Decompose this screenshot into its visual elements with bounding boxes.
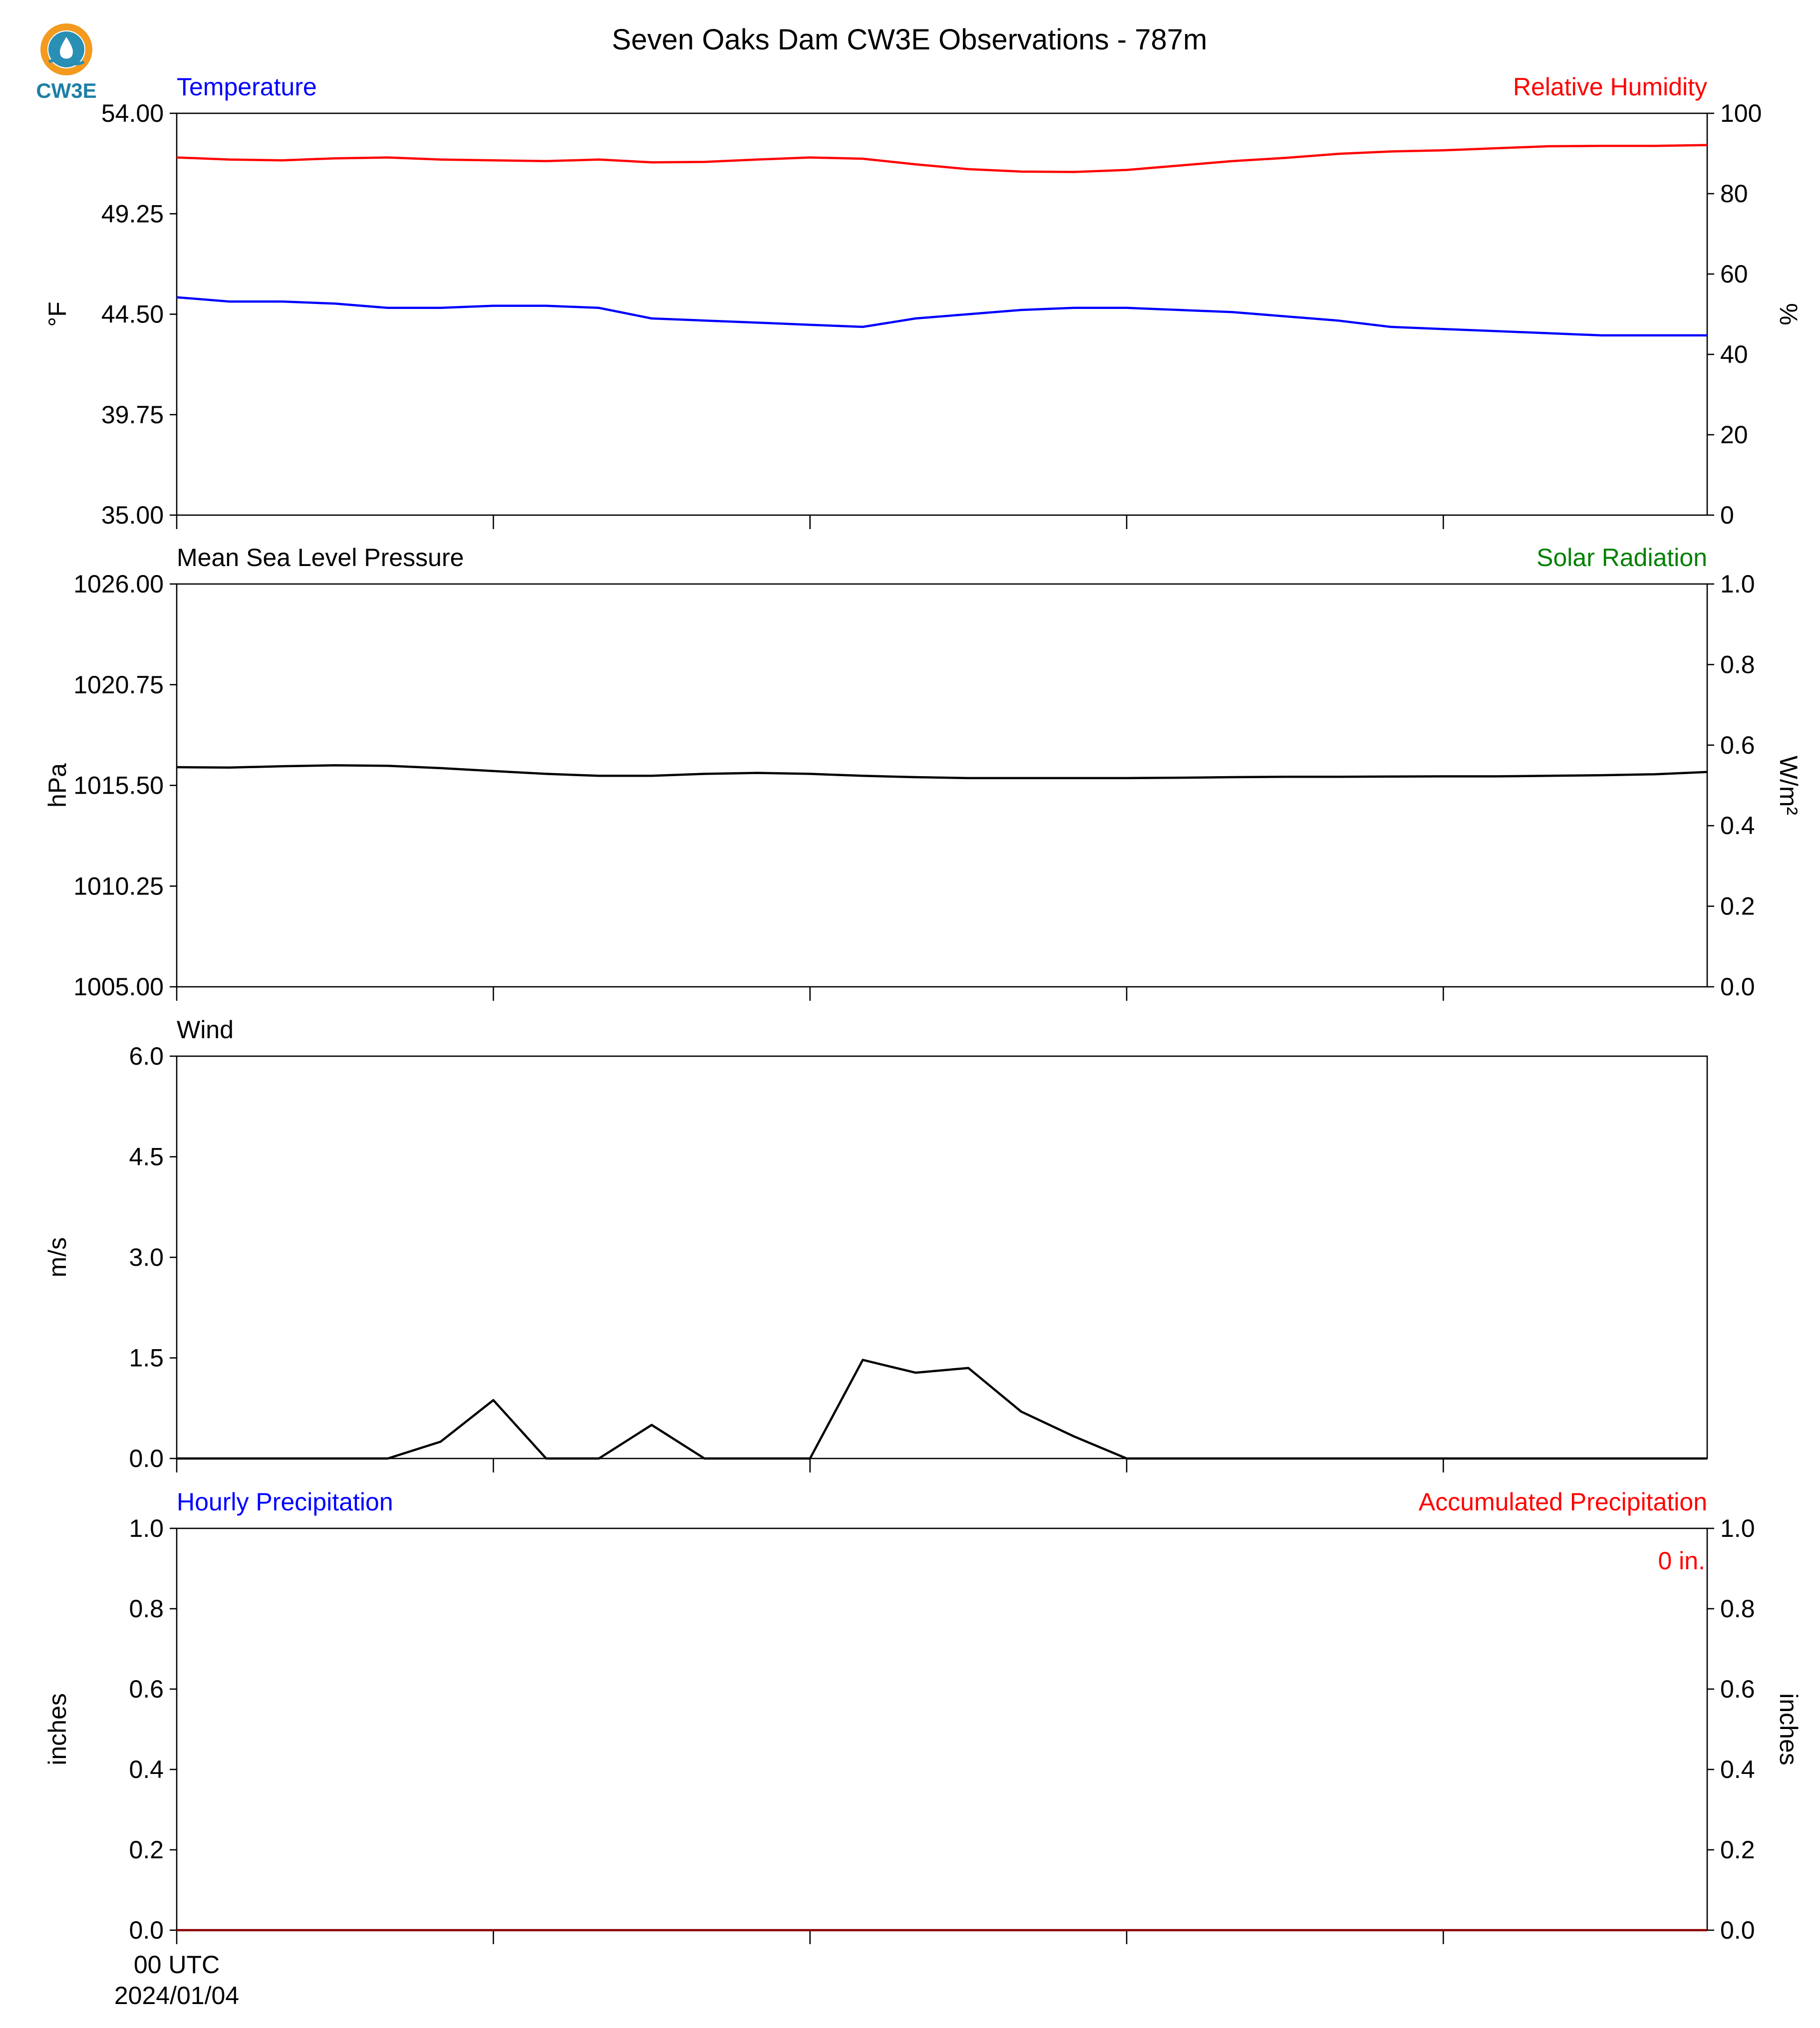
y-tick-label-left: 35.00	[101, 501, 164, 529]
y-tick-label-left: 6.0	[129, 1042, 164, 1070]
y-tick-label-left: 1.5	[129, 1344, 164, 1372]
y-tick-label-right: 0.2	[1720, 892, 1755, 920]
plot-frame	[177, 113, 1707, 515]
series-line-temperature	[177, 297, 1707, 335]
y-tick-label-left: 1010.25	[73, 872, 164, 900]
y-tick-label-right: 60	[1720, 260, 1748, 288]
y-tick-label-right: 0.2	[1720, 1836, 1755, 1864]
y-tick-label-left: 1026.00	[73, 570, 164, 598]
y-tick-label-left: 0.8	[129, 1595, 164, 1623]
panel-title-left: Mean Sea Level Pressure	[177, 544, 464, 572]
cw3e-logo	[36, 27, 96, 102]
panel-title-right: Accumulated Precipitation	[1418, 1488, 1707, 1516]
chart-panel-2	[43, 544, 1803, 1001]
y-tick-label-right: 0.0	[1720, 973, 1755, 1001]
y-axis-label-left: m/s	[43, 1237, 71, 1278]
y-axis-label-right: inches	[1775, 1693, 1803, 1765]
y-tick-label-left: 1020.75	[73, 670, 164, 699]
panel-title-left: Hourly Precipitation	[177, 1488, 393, 1516]
y-tick-label-right: 80	[1720, 180, 1748, 208]
panel-title-left: Temperature	[177, 73, 317, 101]
y-tick-label-right: 1.0	[1720, 1514, 1755, 1542]
y-tick-label-right: 0.6	[1720, 1675, 1755, 1703]
y-tick-label-left: 0.0	[129, 1916, 164, 1944]
x-tick-label-time: 00 UTC	[133, 1951, 220, 1979]
y-tick-label-right: 0.6	[1720, 731, 1755, 759]
y-tick-label-left: 3.0	[129, 1243, 164, 1271]
series-line-relative-humidity	[177, 145, 1707, 172]
y-tick-label-right: 20	[1720, 421, 1748, 449]
plot-frame	[177, 1528, 1707, 1930]
y-tick-label-right: 0.4	[1720, 812, 1755, 840]
y-tick-label-left: 49.25	[101, 200, 164, 228]
chart-panel-1	[43, 73, 1803, 529]
x-tick-label-date: 2024/01/04	[114, 1982, 240, 2010]
y-axis-label-right: W/m²	[1775, 755, 1803, 816]
y-tick-label-right: 0.0	[1720, 1916, 1755, 1944]
y-tick-label-left: 1005.00	[73, 973, 164, 1001]
chart-panel-3	[43, 1016, 1707, 1472]
chart-panel-4	[43, 1488, 1803, 2010]
chart-panels	[43, 73, 1803, 2010]
y-tick-label-right: 0.4	[1720, 1755, 1755, 1783]
y-tick-label-left: 44.50	[101, 300, 164, 328]
plot-frame	[177, 584, 1707, 987]
y-tick-label-left: 1015.50	[73, 771, 164, 800]
y-tick-label-left: 0.2	[129, 1836, 164, 1864]
y-tick-label-left: 0.0	[129, 1445, 164, 1472]
y-tick-label-left: 4.5	[129, 1143, 164, 1171]
y-tick-label-right: 40	[1720, 340, 1748, 368]
y-tick-label-left: 0.6	[129, 1675, 164, 1703]
y-tick-label-left: 1.0	[129, 1514, 164, 1542]
accumulated-total-label: 0 in.	[1658, 1547, 1705, 1575]
y-tick-label-left: 39.75	[101, 400, 164, 429]
y-tick-label-right: 100	[1720, 99, 1762, 127]
y-axis-label-left: hPa	[43, 763, 71, 808]
y-tick-label-right: 1.0	[1720, 570, 1755, 598]
plot-frame	[177, 1056, 1707, 1458]
logo-text: CW3E	[36, 79, 97, 102]
y-tick-label-left: 0.4	[129, 1755, 164, 1783]
series-line-mean-sea-level-pressure	[177, 765, 1707, 778]
y-tick-label-right: 0.8	[1720, 1595, 1755, 1623]
y-tick-label-right: 0	[1720, 501, 1734, 529]
y-axis-label-right: %	[1775, 303, 1803, 325]
panel-title-right: Relative Humidity	[1513, 73, 1707, 101]
y-axis-label-left: inches	[43, 1693, 71, 1765]
series-line-wind	[177, 1360, 1707, 1459]
panel-title-left: Wind	[177, 1016, 234, 1044]
y-tick-label-right: 0.8	[1720, 650, 1755, 679]
panel-title-right: Solar Radiation	[1536, 544, 1707, 572]
y-tick-label-left: 54.00	[101, 99, 164, 127]
y-axis-label-left: °F	[43, 301, 71, 327]
figure-title: Seven Oaks Dam CW3E Observations - 787m	[611, 23, 1208, 56]
